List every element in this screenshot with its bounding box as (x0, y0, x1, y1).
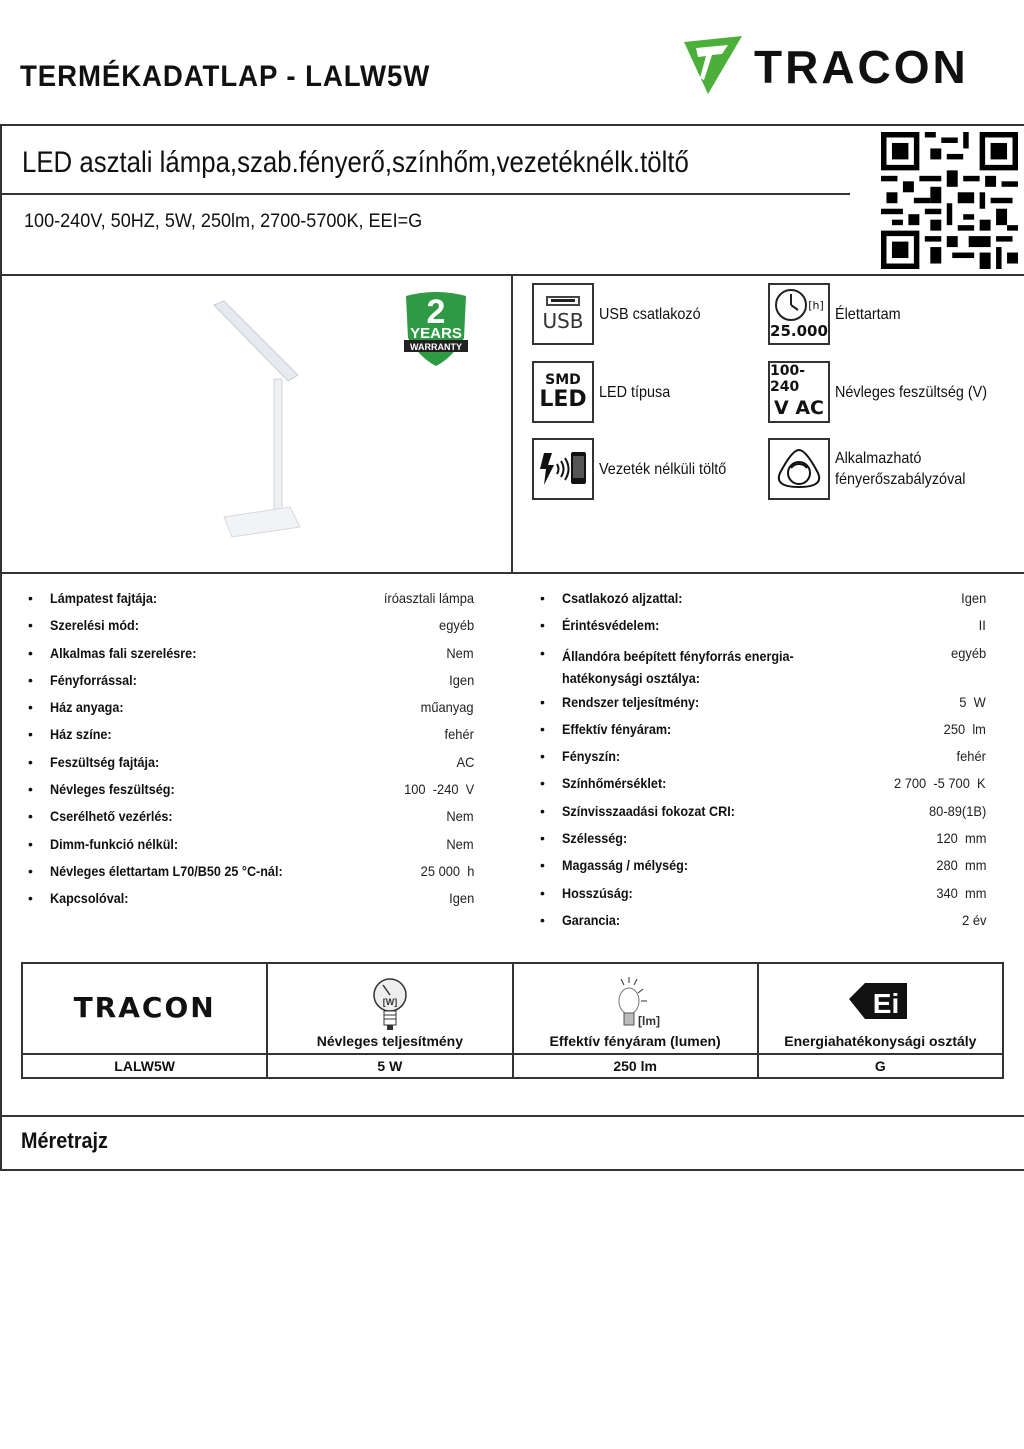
smd-led-icon: SMD LED (532, 361, 594, 423)
bulb-lumen-icon (605, 975, 665, 1033)
spec-row: • Magasság / mélység: 280 mm (540, 857, 986, 874)
feature-label: USB csatlakozó (599, 305, 701, 323)
clock-icon: [h] 25.000 (768, 283, 830, 345)
summary-value: 250 lm (513, 1054, 758, 1078)
spec-row: • Ház színe: fehér (28, 726, 474, 743)
spec-row: • Névleges feszültség: 100 -240 V (28, 781, 474, 798)
svg-text:Ei: Ei (873, 988, 900, 1019)
summary-energy-cell (758, 963, 1003, 1054)
summary-value: 5 W (267, 1054, 512, 1078)
dimmer-icon (768, 438, 830, 500)
spec-row: • Garancia: 2 év (540, 911, 986, 928)
feature-led-type (532, 361, 678, 423)
feature-dimmer (768, 438, 980, 500)
spec-row: • Névleges élettartam L70/B50 25 °C-nál: 25 000 h (28, 862, 474, 879)
divider (0, 193, 850, 195)
specs-left (24, 590, 474, 918)
summary-brand-cell (22, 963, 267, 1054)
logo-text: TRACON (754, 41, 969, 93)
spec-row: • Rendszer teljesítmény: 5 W (540, 693, 986, 710)
divider (0, 1115, 1024, 1117)
voltage-icon: 100-240 V AC (768, 361, 830, 423)
summary-brand: TRACON (73, 990, 216, 1024)
spec-row: • Szerelési mód: egyéb (28, 617, 474, 634)
feature-wireless-charger (532, 438, 740, 500)
spec-row: • Feszültség fajtája: AC (28, 753, 474, 770)
summary-label: Effektív fényáram (lumen) (549, 1033, 721, 1049)
energy-class-icon (849, 979, 911, 1025)
energy-summary-table (21, 962, 1004, 1079)
divider (511, 275, 513, 572)
spec-row: • Effektív fényáram: 250 lm (540, 720, 986, 737)
spec-row: • Alkalmas fali szerelésre: Nem (28, 644, 474, 661)
page-border (0, 124, 2, 1170)
divider (0, 1169, 1024, 1171)
spec-row: • Dimm-funkció nélkül: Nem (28, 835, 474, 852)
spec-row: • Érintésvédelem: II (540, 617, 986, 634)
spec-row: • Állandóra beépített fényforrás energia- hatékonysági osztálya: egyéb (540, 644, 986, 686)
summary-model: LALW5W (22, 1054, 267, 1078)
product-image (190, 295, 320, 545)
badge-warranty: WARRANTY (410, 342, 462, 352)
feature-label: Alkalmazható fényerőszabályzóval (835, 450, 966, 488)
summary-value: G (758, 1054, 1003, 1078)
feature-label: Élettartam (835, 305, 901, 323)
spec-row: • Kapcsolóval: Igen (28, 890, 474, 907)
wireless-charger-icon (532, 438, 594, 500)
spec-row: • Színhőmérséklet: 2 700 -5 700 K (540, 775, 986, 792)
warranty-badge (402, 290, 470, 368)
spec-row: • Szélesség: 120 mm (540, 830, 986, 847)
feature-usb (532, 283, 712, 345)
tracon-logo (682, 36, 1012, 98)
svg-text:[W]: [W] (382, 997, 398, 1007)
spec-row: • Csatlakozó aljzattal: Igen (540, 590, 986, 606)
spec-row: • Fényforrással: Igen (28, 671, 474, 688)
summary-label: Energiahatékonysági osztály (784, 1033, 977, 1049)
spec-row: • Ház anyaga: műanyag (28, 699, 474, 716)
spec-row: • Lámpatest fajtája: íróasztali lámpa (28, 590, 474, 606)
specs-right (536, 590, 986, 939)
spec-row: • Színvisszaadási fokozat CRI: 80-89(1B) (540, 802, 986, 819)
tracon-logo-mark-icon (682, 36, 744, 96)
spec-row: • Cserélhető vezérlés: Nem (28, 808, 474, 825)
summary-lumen-cell (513, 963, 758, 1054)
badge-number: 2 (426, 293, 446, 331)
feature-label: Vezeték nélküli töltő (599, 460, 727, 478)
feature-label: LED típusa (599, 383, 671, 401)
summary-power-cell (267, 963, 512, 1054)
qr-code-icon (881, 132, 1018, 269)
badge-years: YEARS (410, 325, 462, 342)
section-title-dimension-drawing: Méretrajz (21, 1128, 108, 1153)
spec-row: • Hosszúság: 340 mm (540, 884, 986, 901)
usb-icon: USB (532, 283, 594, 345)
feature-label: Névleges feszültség (V) (835, 383, 988, 401)
feature-lifetime (768, 283, 908, 345)
feature-voltage (768, 361, 1004, 423)
bulb-watt-icon (370, 975, 410, 1033)
product-title: LED asztali lámpa,szab.fényerő,színhőm,vezetéknélk.töltő (22, 146, 689, 179)
svg-text:[lm]: [lm] (638, 1014, 661, 1028)
product-subtitle: 100-240V, 50HZ, 5W, 250lm, 2700-5700K, EEI=G (24, 211, 423, 232)
summary-label: Névleges teljesítmény (316, 1033, 464, 1049)
divider (0, 572, 1024, 574)
spec-row: • Fényszín: fehér (540, 748, 986, 765)
divider (0, 124, 1024, 126)
document-title: TERMÉKADATLAP - LALW5W (20, 60, 431, 93)
